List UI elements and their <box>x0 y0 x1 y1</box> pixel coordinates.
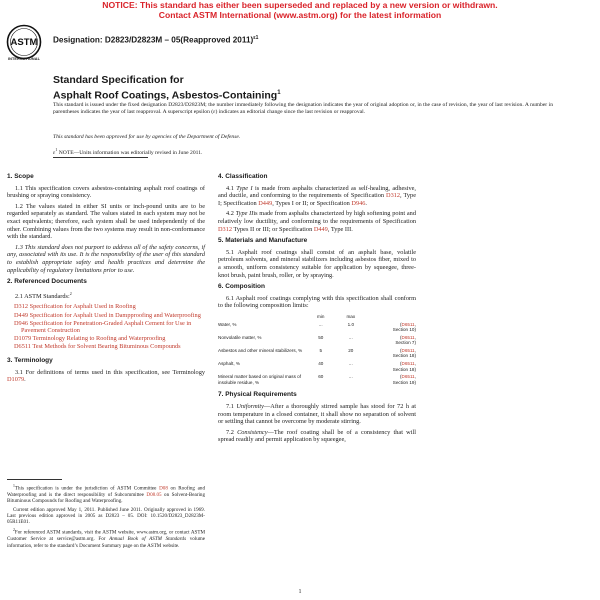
paragraph-1-3: 1.3 This standard does not purport to address all of the safety concerns, if any, associated with its use. It is the responsibility of the user of this standard to establish appropriate safety and health practices and determine the applicability of regulatory limitations prior to use. <box>7 243 205 274</box>
table-row: Mineral matter based on original mass of insoluble residue, % 60 ... (D6511, Section 19) <box>218 374 416 385</box>
withdrawal-notice <box>0 0 600 21</box>
table-row: Nonvolatile matter, % 50 ... (D6511, Section 7) <box>218 334 416 346</box>
dod-approval-note: This standard has been approved for use by agencies of the Department of Defense. <box>53 134 241 140</box>
title-footnote-mark: 1 <box>277 89 281 96</box>
link-d08[interactable]: D08 <box>159 485 168 492</box>
document-title <box>53 74 553 102</box>
reference-item-d6511[interactable]: D6511 Test Methods for Solvent Bearing Bituminous Compounds <box>14 343 181 351</box>
footnote-1-edition: Current edition approved May 1, 2011. Published June 2011. Originally approved in 1969. Last previous edition approved in 2005 as D2823 – 05. DOI: 10.1520/D2823_D2823M-05R11E01. <box>7 506 205 526</box>
right-column <box>218 169 416 447</box>
astm-logo-icon <box>6 24 42 60</box>
link-d08-05[interactable]: D08.05 <box>146 491 162 498</box>
link-d449-b[interactable]: D449 <box>313 225 328 233</box>
link-d312-b[interactable]: D312 <box>218 225 232 233</box>
table-row: Water, % ... 1.0 (D6511, Section 10) <box>218 321 416 333</box>
link-d312[interactable]: D312 <box>386 192 401 200</box>
link-d946[interactable]: D946 <box>351 199 366 207</box>
paragraph-4-2: 4.2 Type IIis made from asphalts characterized by high softening point and relatively low ductility, and conforming to the requirements of Specification D312 Types II or III; or Specification D449, Type III. <box>218 210 416 233</box>
logo-letters: ASTM <box>10 37 38 48</box>
link-d6511-row-5[interactable]: D6511 <box>401 374 415 380</box>
section-heading-physical-requirements: 7. Physical Requirements <box>218 391 297 399</box>
header-divider <box>53 157 148 158</box>
paragraph-7-1: 7.1 Uniformity—After a thoroughly stirred sample has stood for 72 h at room temperature in a closed container, it shall show no separation of solvent or settling that cannot be overcome by moderate stirring. <box>218 403 416 426</box>
notice-line-2: Contact ASTM International (www.astm.org) for the latest information <box>158 9 442 20</box>
footnotes <box>7 483 205 551</box>
column-header-max: max <box>346 313 356 319</box>
section-heading-classification: 4. Classification <box>218 173 268 180</box>
paragraph-2-1: 2.1 ASTM Standards:$^2$ <box>15 290 72 300</box>
table-header-row <box>218 313 416 321</box>
reference-item-d1079[interactable]: D1079 Terminology Relating to Roofing and Waterproofing <box>14 335 166 343</box>
section-heading-terminology: 3. Terminology <box>7 356 53 364</box>
section-heading-referenced-documents: 2. Referenced Documents <box>7 278 87 286</box>
footnote-1: $^1$This specification is under the jurisdiction of ASTM Committee D08 on Roofing and Waterproofing and is the direct responsibility of Subcommittee D08.05 on Solvent-Bearing Bituminous Compounds for Roofing and Waterproofing. <box>7 484 206 505</box>
footnote-2: $^2$For referenced ASTM standards, visit the ASTM website, www.astm.org, or contact ASTM Customer Service at service@astm.org. For Annual Book of ASTM Standards volume information, refer to the standard’s Document Summary page on the ASTM website. <box>7 528 206 549</box>
left-column <box>7 169 205 387</box>
link-d1079[interactable]: D1079 <box>7 376 25 384</box>
paragraph-1-1: 1.1 This specification covers asbestos-containing asphalt roof coatings of brushing or spraying consistency. <box>7 184 205 200</box>
designation <box>53 35 258 45</box>
link-d6511-row-1[interactable]: D6511 <box>401 321 415 327</box>
designation-label: Designation: D2823/D2823M – 05(Reapproved 2011) <box>53 35 254 45</box>
table-row: Asbestos and other mineral stabilizers, % 5 20 (D6511, Section 18) <box>218 347 416 359</box>
section-heading-composition: 6. Composition <box>218 283 265 291</box>
page-number: 1 <box>298 589 302 595</box>
designation-superscript: ε1 <box>253 35 259 41</box>
column-header-min: min <box>317 313 325 319</box>
section-heading-materials: 5. Materials and Manufacture <box>218 237 308 245</box>
table-row: Asphalt, % 40 ... (D6511, Section 18) <box>218 361 416 372</box>
reference-item-d946[interactable]: D946 Specification for Penetration-Graded Asphalt Cement for Use in Pavement Construction <box>14 319 192 335</box>
issuance-note: This standard is issued under the fixed designation D2823/D2823M; the number immediately following the designation indicates the year of original adoption or, in the case of revision, the year of last revision. A number in parentheses indicates the year of last reapproval. A superscript epsilon (ε) indicates an editorial change since the last revision or reapproval. <box>53 102 553 116</box>
paragraph-5-1: 5.1 Asphalt roof coatings shall consist of an asphalt base, volatile petroleum solvents, and mineral stabilizers including asbestos fiber, mixed to a smooth, uniform consistency suitable for application by squeegee, three-knot brush, paint brush, roller, or by spraying. <box>218 248 416 279</box>
reference-item-d312[interactable]: D312 Specification for Asphalt Used in Roofing <box>14 303 136 311</box>
logo-caption: INTERNATIONAL <box>7 57 41 61</box>
footnote-divider <box>7 479 62 480</box>
title-line-1: Standard Specification for <box>53 74 184 86</box>
notice-line-1: NOTICE: This standard has either been superseded and replaced by a new version or withdrawn. <box>102 0 498 10</box>
link-d6511-row-4[interactable]: D6511 <box>401 361 415 367</box>
epsilon-note: $\varepsilon^1$ NOTE—Units information was editorially revised in June 2011. <box>53 147 203 156</box>
paragraph-7-2: 7.2 Consistency—The roof coating shall be of a consistency that will spread readily and permit application by squeegee, <box>218 428 416 444</box>
paragraph-4-1: 4.1 Type I is made from asphalts characterized as self-healing, adhesive, and ductile, and conforming to the requirements of Specification D312, Type I; Specification D449, Types I or II; or Specification D946. <box>218 184 416 207</box>
title-line-2: Asphalt Roof Coatings, Asbestos-Containing <box>53 89 278 101</box>
composition-table <box>218 313 416 387</box>
link-d6511-row-3[interactable]: D6511 <box>401 347 415 353</box>
link-d6511-row-2[interactable]: D6511 <box>401 334 415 340</box>
link-d449[interactable]: D449 <box>258 199 273 207</box>
paragraph-1-2: 1.2 The values stated in either SI units or inch-pound units are to be regarded separately as standard. The values stated in each system may not be exact equivalents; therefore, each system shall be used independently of the other. Combining values from the two systems may result in non-conformance with the standard. <box>7 202 205 241</box>
reference-item-d449[interactable]: D449 Specification for Asphalt Used in Dampproofing and Waterproofing <box>14 311 201 319</box>
paragraph-6-1: 6.1 Asphalt roof coatings complying with this specification shall conform to the following composition limits: <box>218 294 416 310</box>
paragraph-3-1: 3.1 For definitions of terms used in this specification, see Terminology D1079. <box>7 368 205 384</box>
section-heading-scope: 1. Scope <box>7 173 34 180</box>
